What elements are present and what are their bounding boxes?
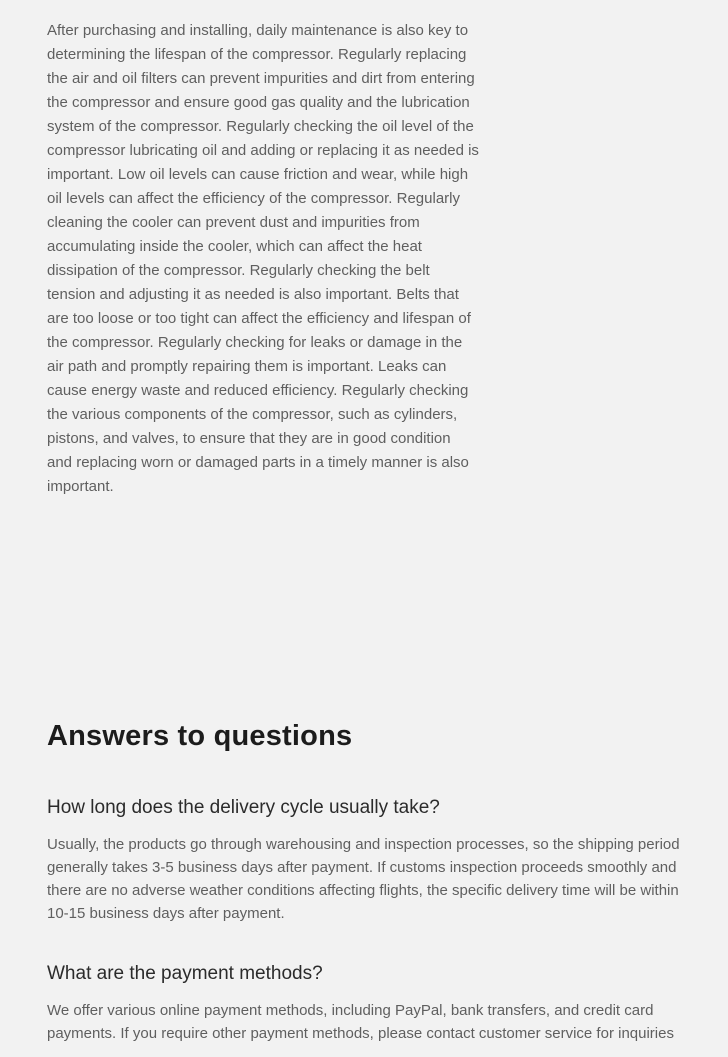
faq-answer-delivery-cycle: Usually, the products go through warehousing and inspection processes, so the shipping period generally takes 3-5 business days after payment. If customs inspection proceeds smoothly and there are no adverse weather conditions affecting flights, the specific delivery time will be within 10-15 business days after payment. xyxy=(47,836,680,922)
faq-question-payment-methods: What are the payment methods? xyxy=(47,963,323,984)
faq-section-title: Answers to questions xyxy=(47,720,353,752)
faq-answer-payment-methods: We offer various online payment methods, including PayPal, bank transfers, and credit card payments. If you require other payment methods, please contact customer service for inquiries xyxy=(47,1002,674,1042)
maintenance-paragraph: After purchasing and installing, daily maintenance is also key to determining the lifespan of the compressor. Regularly replacing the air and oil filters can prevent impurities and dirt from entering the compressor and ensure good gas quality and the lubrication system of the compressor. Regularly checking the oil level of the compressor lubricating oil and adding or replacing it as needed is important. Low oil levels can cause friction and wear, while high oil levels can affect the efficiency of the compressor. Regularly cleaning the cooler can prevent dust and impurities from accumulating inside the cooler, which can affect the heat dissipation of the compressor. Regularly checking the belt tension and adjusting it as needed is also important. Belts that are too loose or too tight can affect the efficiency and lifespan of the compressor. Regularly checking for leaks or damage in the air path and promptly repairing them is important. Leaks can cause energy waste and reduced efficiency. Regularly checking the various components of the compressor, such as cylinders, pistons, and valves, to ensure that they are in good condition and replacing worn or damaged parts in a timely manner is also important. xyxy=(47,22,479,495)
faq-question-delivery-cycle: How long does the delivery cycle usually take? xyxy=(47,797,440,818)
faq-item xyxy=(47,797,690,925)
faq-item xyxy=(47,963,690,1045)
